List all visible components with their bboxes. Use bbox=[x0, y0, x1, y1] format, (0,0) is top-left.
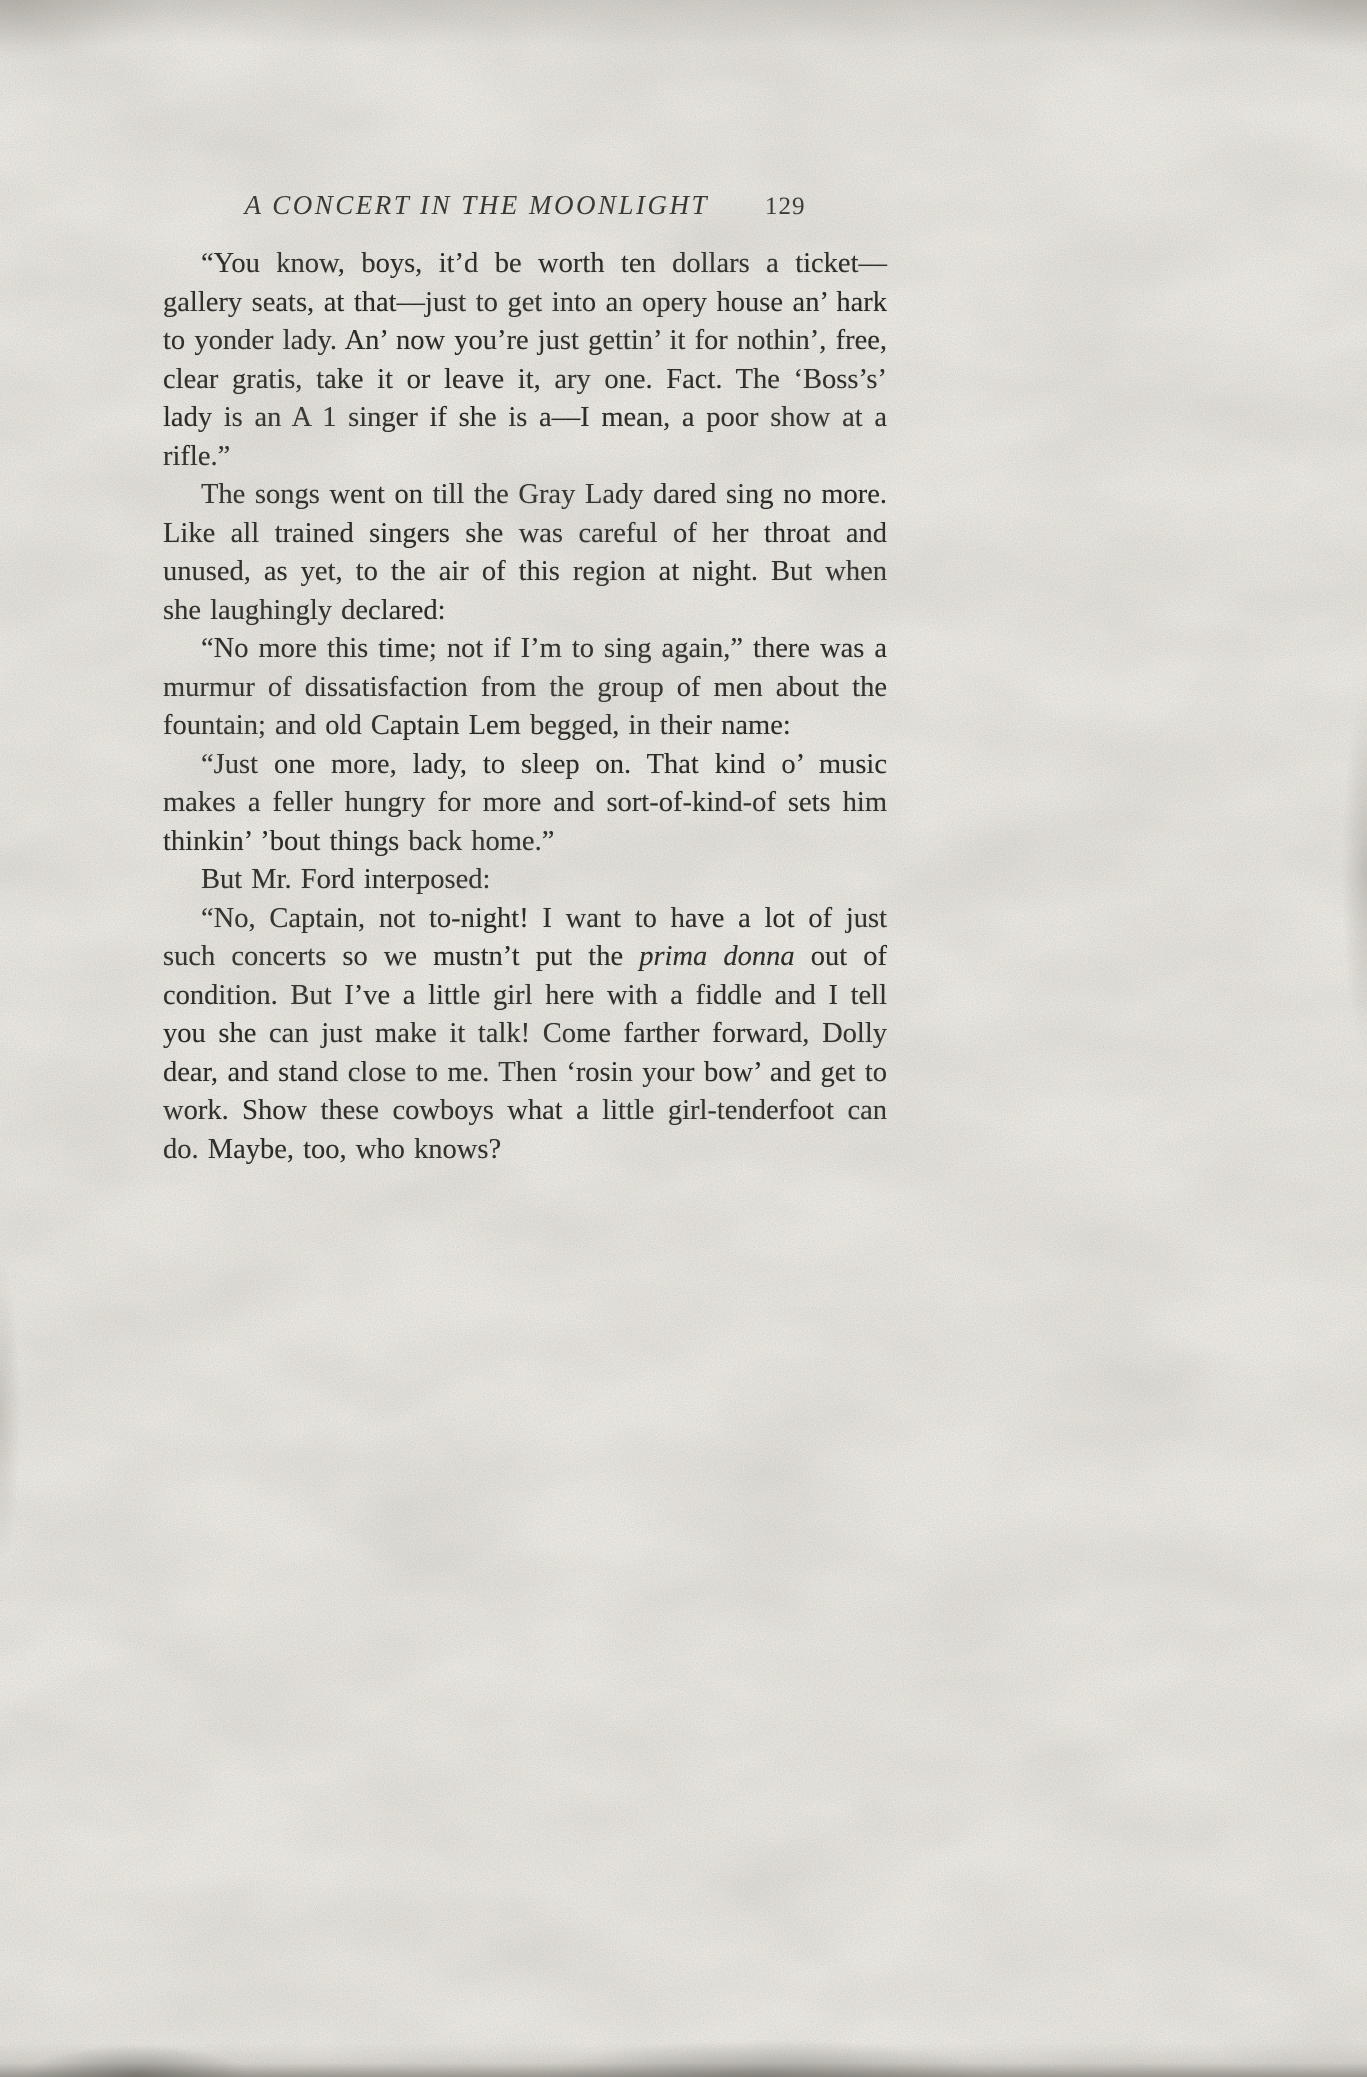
text-run: out of condition. But I’ve a little girl here with a fiddle and I tell you she can just make it talk! Come farther forward, Dolly dear, and stand close to me. Then ‘rosin your bow’ and get to work. Show these cowboys what a little girl-tenderfoot can do. Maybe, too, who knows? bbox=[163, 941, 887, 1165]
paragraph bbox=[163, 630, 887, 746]
text-run: “Just one more, lady, to sleep on. That kind o’ music makes a feller hungry for more and sort-of-kind-of sets him thinkin’ ’bout things back home.” bbox=[163, 748, 887, 857]
page-number: 129 bbox=[765, 193, 806, 220]
text-run: But Mr. Ford interposed: bbox=[201, 864, 491, 895]
text-run: “No more this time; not if I’m to sing again,” there was a murmur of dissatisfaction from the group of men about the fountain; and old Captain Lem begged, in their name: bbox=[163, 633, 887, 741]
text-run: “No, Captain, not to-night! I want to have a lot of just such concerts so we mustn’t put the bbox=[163, 902, 887, 972]
paragraph bbox=[163, 861, 887, 900]
text-run: The songs went on till the Gray Lady dared sing no more. Like all trained singers she was careful of her throat and unused, as yet, to the air of this region at night. But when she laughingly declared: bbox=[163, 479, 887, 626]
text-run: “You know, boys, it’d be worth ten dollars a ticket—gallery seats, at that—just to get into an opery house an’ hark to yonder lady. An’ now you’re just gettin’ it for nothin’, free, clear gratis, take it or leave it, ary one. Fact. The ‘Boss’s’ lady is an A 1 singer if she is a—I mean, a poor show at a rifle.” bbox=[163, 248, 887, 472]
chapter-title: A CONCERT IN THE MOONLIGHT bbox=[244, 190, 710, 220]
paragraph bbox=[163, 476, 887, 630]
paragraph bbox=[163, 900, 887, 1170]
text-block bbox=[163, 190, 887, 1169]
paragraph bbox=[163, 746, 887, 862]
paragraph bbox=[163, 245, 887, 476]
page-body bbox=[163, 245, 887, 1169]
running-header bbox=[163, 190, 887, 221]
italic-text-run: prima donna bbox=[639, 941, 795, 972]
